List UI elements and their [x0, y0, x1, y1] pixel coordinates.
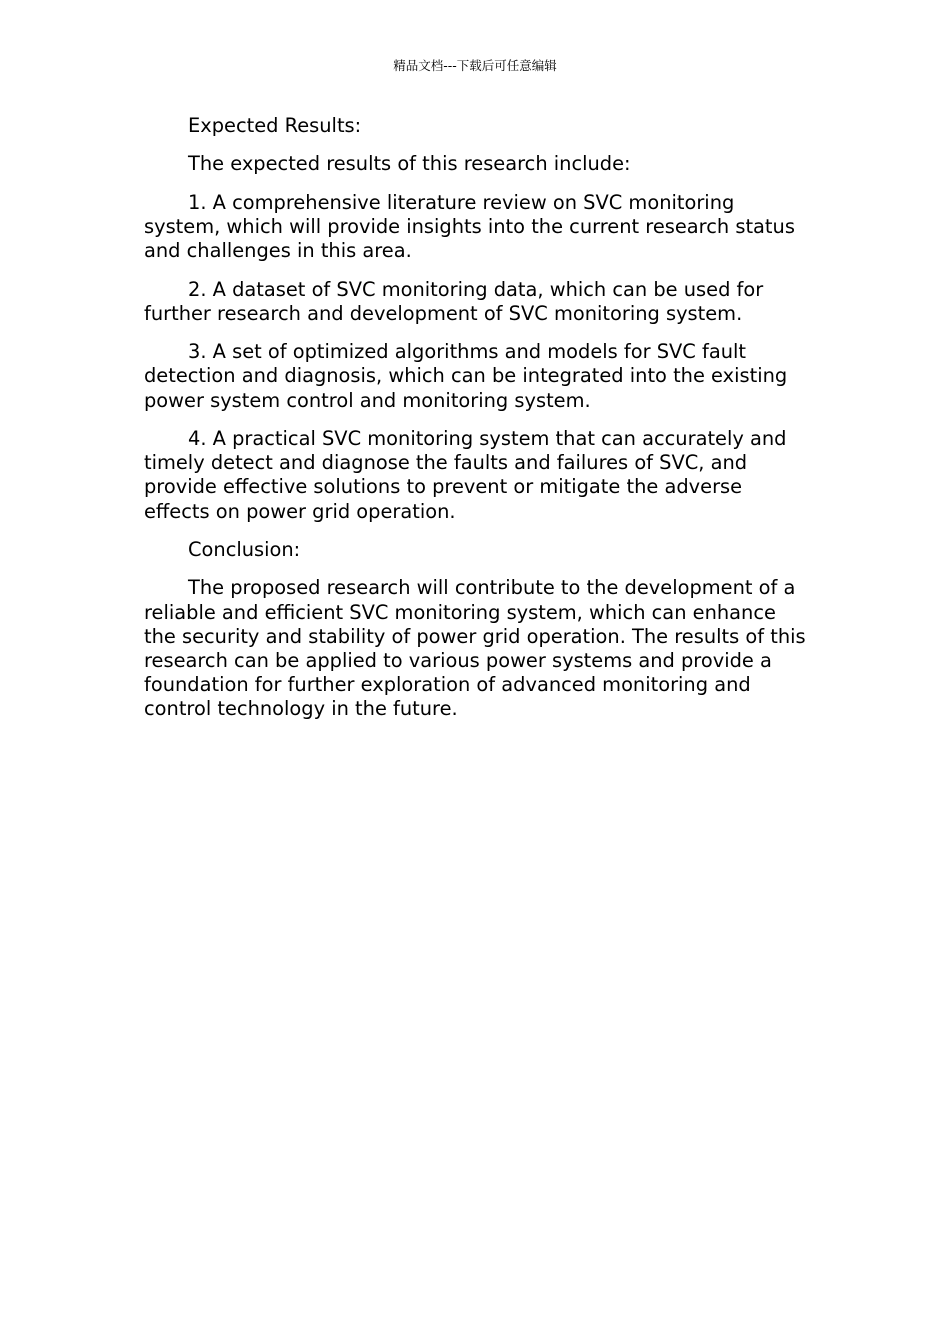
section-heading-conclusion: Conclusion: — [188, 537, 301, 561]
result-item-3: 3. A set of optimized algorithms and models for SVC fault detection and diagnosis, which can be integrated into the existing power system control and monitoring system. — [144, 340, 788, 412]
section-heading-expected-results: Expected Results: — [188, 114, 362, 137]
result-item-2: 2. A dataset of SVC monitoring data, which can be used for further research and development of SVC monitoring system. — [144, 277, 764, 325]
result-item-4: 4. A practical SVC monitoring system that can accurately and timely detect and diagnose the faults and failures of SVC, and provide effective solutions to prevent or mitigate the adverse effects on power grid operation. — [144, 426, 787, 523]
page-header-watermark: 精品文档---下载后可任意编辑 — [393, 58, 557, 73]
result-item-1: 1. A comprehensive literature review on SVC monitoring system, which will provide insights into the current research status and challenges in this area. — [144, 190, 795, 263]
conclusion-paragraph: The proposed research will contribute to the development of a reliable and efficient SVC monitoring system, which can enhance the security and stability of power grid operation. The results of this research can be applied to various power systems and provide a foundation for further exploration of advanced monitoring and control technology in the future. — [144, 576, 806, 721]
intro-paragraph: The expected results of this research include: — [188, 152, 631, 176]
document-body — [144, 114, 812, 736]
